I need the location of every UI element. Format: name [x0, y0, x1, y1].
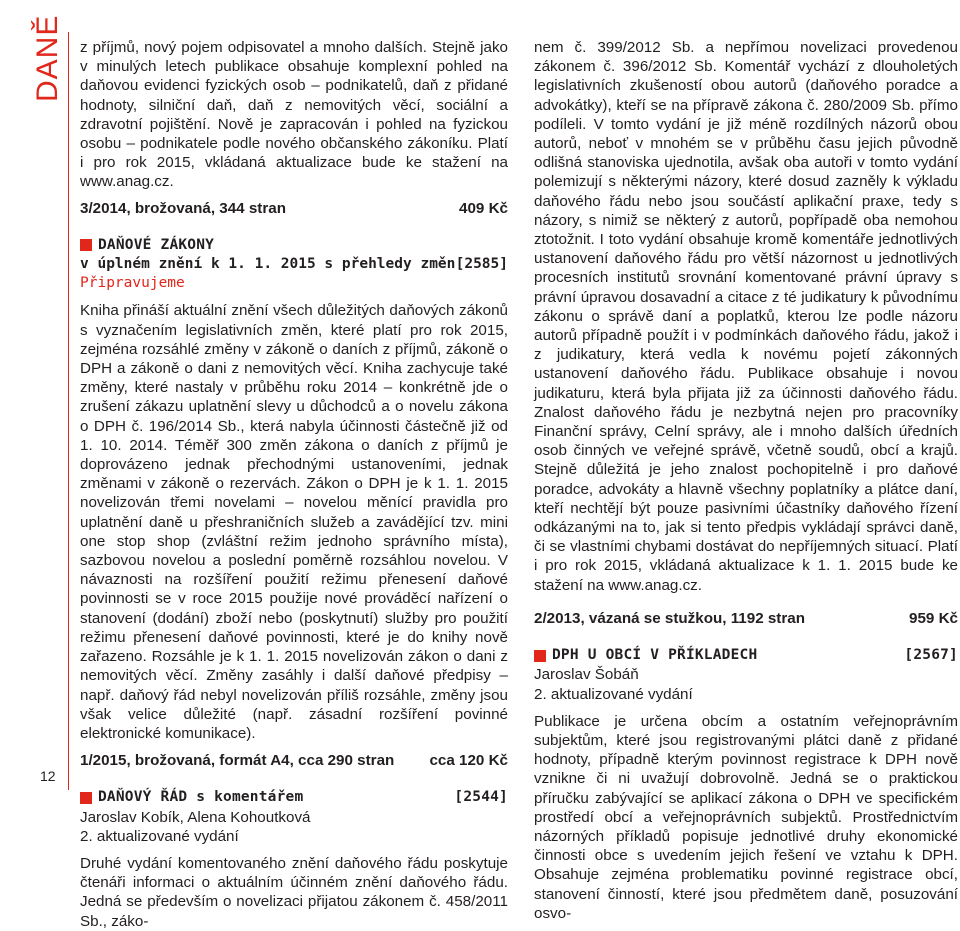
- book-entry: [534, 646, 958, 923]
- book-authors: Jaroslav Kobík, Alena Kohoutková: [80, 808, 311, 826]
- intro-paragraph: z příjmů, nový pojem odpisovatel a mnoho dalších. Stejně jako v minulých letech publikace obsahuje komplexní pohled na daňovou evidenci fyzických osob – podnikatelů, daň z přidané hodnoty, silniční daň, daň z nemovitých věcí, sociální a zdravotní pojištění. Nově je zapracován i pohled na fyzickou osobu – podnikatele podle nového občanského zákoníku. Platí i pro rok 2015, vkládaná aktualizace bude ke stažení na www.anag.cz.: [80, 39, 508, 191]
- right-column: [534, 38, 958, 923]
- book-authors: Jaroslav Šobáň: [534, 666, 639, 684]
- book-category: [80, 236, 508, 255]
- publication-info: [80, 751, 508, 770]
- book-description: Publikace je určena obcím a ostatním veřejnoprávním subjektům, které jsou registrovanými plátci daně z přidané hodnoty, případně kterým povinnost registrace k DPH nově vznikne či ni uvažují dobrovolně. Jedná se o praktickou příručku zabývající se aplikací zákona o DPH ve specifickém prostředí obcí a veřejnoprávních subjektů. Prostřednictvím názorných příkladů popisuje jednotlivé druhy ekonomické činnosti obce s uvedením jejich řešení ve vztahu k DPH. Obsahuje zejména problematiku povinné registrace obcí, stanovení činností, které jsou předmětem daně, posuzování osvo-: [534, 712, 958, 922]
- book-code: [2544]: [454, 789, 508, 806]
- book-code: [2567]: [904, 647, 958, 664]
- book-edition: 2. aktualizované vydání: [80, 827, 239, 845]
- book-description: Kniha přináší aktuální znění všech důležitých daňových zákonů s vyznačením legislativních změn, které platí pro rok 2015, zejména rozsáhlé změny v zákoně o daních z příjmů, zákoně o DPH a zákoně o dani z nemovitých věcí. Kniha zachycuje také změny, které nastaly v průběhu roku 2014 – konkrétně jde o zrušení zákazu uplatnění slevy u důchodců a o novelu zákona o DPH č. 196/2014 Sb., která nabyla účinnosti částečně již od 1. 10. 2014. Téměř 300 změn zákona o daních z příjmů je doprovázeno jednak přechodnými ustanoveními, jednak změnami v zákoně o rezervách. Zákon o DPH je k 1. 1. 2015 novelizován třemi novelami – novelou měnící pravidla pro uplatnění daně u přeshraničních služeb a zavádějící tzv. mini one stop shop (zvláštní režim jednoho správního místa), sazbovou novelou a poslední poměrně rozsáhlou novelou. V návaznosti na rozšíření použití režimu přenesení daňové povinnosti se v roce 2015 použije nové prováděcí nařízení o stanovení (dodání) zboží nebo (poskytnutí) služby pro použití režimu přenesení daňové povinnosti, které je do knihy nově zařazeno. Rozsáhle je k 1. 1. 2015 novelizován zákon o dani z nemovitých věcí. Změny zasáhly i další daňové předpisy – např. daňový řád nebyl novelizován příliš rozsáhle, změny jsou však velice důležité (např. zásadní rozšíření povinné elektronické komunikace).: [80, 302, 508, 742]
- page-number: 12: [40, 768, 56, 784]
- publication-info: [534, 609, 958, 628]
- book-title-text: v úplném znění k 1. 1. 2015 s přehledy změn: [80, 256, 456, 273]
- book-code: [2585]: [455, 256, 508, 273]
- publication-price: 959 Kč: [909, 609, 958, 627]
- book-entry: [80, 788, 508, 930]
- publication-details: 3/2014, brožovaná, 344 stran: [80, 199, 286, 217]
- section-title: DANĚ: [31, 14, 64, 102]
- left-column: [80, 38, 508, 931]
- continued-paragraph: nem č. 399/2012 Sb. a nepřímou novelizaci provedenou zákonem č. 396/2012 Sb. Komentář vychází z dlouholetých legislativních zkušeností obou autorů (daňového poradce a advokátky), kteří se na přípravě zákona č. 280/2009 Sb. přímo podíleli. V tomto vydání je již méně rozdílných názorů obou autorů, neboť v mnohém se v průběhu času jejich původně odlišná stanoviska ujednotila, avšak oba autoři v tomto vydání polemizují s některými názory, které dosud zazněly k výkladu daňového řádu nebo jsou součástí aplikační praxe, tedy s názory, s nimiž se některý z autorů, popřípadě oba nemohou ztotožnit. I toto vydání obsahuje kromě komentáře jednotlivých ustanovení daňového řádu pro větší názornost u jednotlivých procesních institutů srovnání komentované právní úpravy s právní úpravou dosavadní a citace z té judikatury k původnímu zákonu o správě daní a poplatků, kterou lze podle názoru autorů případně použít i v podmínkách daňového řádu, jakož i z judikatury, která vedla k novému pojetí zákonných ustanovení daňového řádu. Publikace obsahuje i novou judikaturu, která byla přijata již za účinnosti daňového řádu. Znalost daňového řádu je nezbytná nejen pro pracovníky Finanční správy, Celní správy, ale i mnoho dalších úředních osob činných ve veřejné správě, včetně soudů, obcí a krajů. Stejně důležitá je jeho znalost pochopitelně i pro daňové poradce, advokáty a hlavně všechny poplatníky a plátce daní, kteří nechtějí být pouze pasivními účastníky daňového řízení odkázanými na to, jak si tento předpis vykládají správci daně, či se vlastními chybami dostávat do nepříjemných situací. Platí i pro rok 2015, vkládaná aktualizace k 1. 1. 2015 bude ke stažení na www.anag.cz.: [534, 39, 958, 594]
- red-square-icon: [80, 792, 92, 804]
- book-title: [80, 788, 508, 807]
- book-title-text: DAŇOVÝ ŘÁD s komentářem: [98, 789, 304, 806]
- book-status: Připravujeme: [80, 275, 185, 292]
- book-edition: 2. aktualizované vydání: [534, 685, 693, 703]
- red-square-icon: [534, 650, 546, 662]
- red-square-icon: [80, 239, 92, 251]
- publication-details: 1/2015, brožovaná, formát A4, cca 290 stran: [80, 752, 395, 770]
- book-category-label: DAŇOVÉ ZÁKONY: [98, 236, 215, 253]
- publication-details: 2/2013, vázaná se stužkou, 1192 stran: [534, 609, 806, 627]
- book-entry: [80, 236, 508, 770]
- book-title: [534, 646, 958, 665]
- publication-price: cca 120 Kč: [429, 752, 508, 770]
- book-title: [80, 255, 508, 274]
- publication-info: [80, 199, 508, 218]
- book-title-text: DPH U OBCÍ V PŘÍKLADECH: [552, 647, 758, 664]
- publication-price: 409 Kč: [459, 199, 508, 217]
- book-description: Druhé vydání komentovaného znění daňového řádu poskytuje čtenáři informaci o aktuálním účinném znění daňového řádu. Jedná se především o novelizaci přijatou zákonem č. 458/2011 Sb., záko-: [80, 854, 508, 930]
- section-rule: [68, 32, 69, 790]
